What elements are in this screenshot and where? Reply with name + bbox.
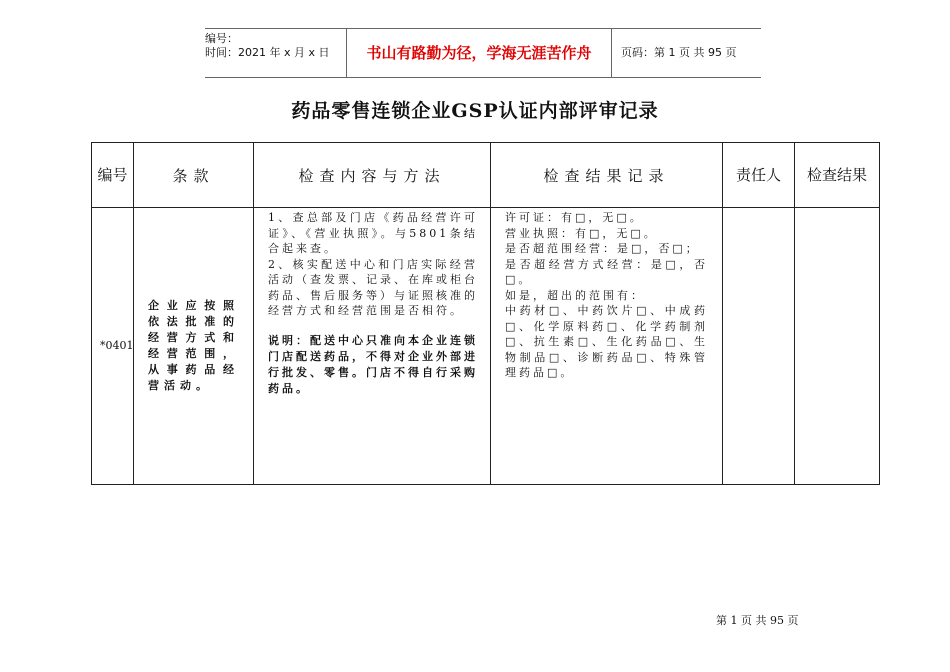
method-item: 1、查总部及门店《药品经营许可证》、《营业执照》。与5801条结合起来查。 — [268, 211, 478, 255]
cell-clause: 企业应按照依法批准的经营方式和经营范围，从事药品经营活动。 — [134, 208, 254, 485]
result-line: 是否超范围经营：是□，否□； — [505, 242, 700, 255]
page-footer: 第 1 页 共 95 页 — [716, 614, 799, 627]
cell-number: *0401 — [92, 208, 134, 485]
header-responsible: 责任人 — [723, 143, 795, 208]
header-method: 检查内容与方法 — [254, 143, 491, 208]
header-conclusion: 检查结果 — [795, 143, 880, 208]
result-line: 如是，超出的范围有： — [505, 288, 645, 302]
audit-table — [91, 142, 880, 485]
cell-result — [491, 208, 723, 485]
header-clause: 条款 — [134, 143, 254, 208]
table-row — [92, 208, 880, 485]
header-number: 编号 — [92, 143, 134, 208]
header-meta — [205, 29, 345, 80]
cell-conclusion[interactable] — [795, 208, 880, 485]
document-header — [205, 28, 761, 78]
page-title: 药品零售连锁企业GSP认证内部评审记录 — [291, 100, 659, 122]
cell-method — [254, 208, 491, 485]
time-label: 时间：2021 年 x 月 x 日 — [205, 46, 330, 59]
cell-responsible[interactable] — [723, 208, 795, 485]
header-page-info: 页码：第 1 页 共 95 页 — [621, 46, 737, 59]
method-note: 说明：配送中心只准向本企业连锁门店配送药品，不得对企业外部进行批发、零售。门店不得自行采购药品。 — [268, 333, 478, 395]
result-line: 中药材□、中药饮片□、中成药□、化学原料药□、化学药制剂□、抗生素□、生化药品□、生物制品□、诊断药品□、特殊管理药品□。 — [505, 304, 708, 379]
result-line: 许可证：有□，无□。 — [505, 211, 644, 224]
result-line: 是否超经营方式经营：是□，否□。 — [505, 257, 708, 286]
header-result: 检查结果记录 — [491, 143, 723, 208]
result-line: 营业执照：有□，无□。 — [505, 226, 658, 240]
method-item: 2、核实配送中心和门店实际经营活动（查发票、记录、在库或柜台药品、售后服务等）与证照核准的经营方式和经营范围是否相符。 — [268, 257, 478, 317]
number-label: 编号： — [205, 32, 238, 45]
header-motto: 书山有路勤为径，学海无涯苦作舟 — [346, 29, 612, 77]
table-header-row — [92, 143, 880, 208]
